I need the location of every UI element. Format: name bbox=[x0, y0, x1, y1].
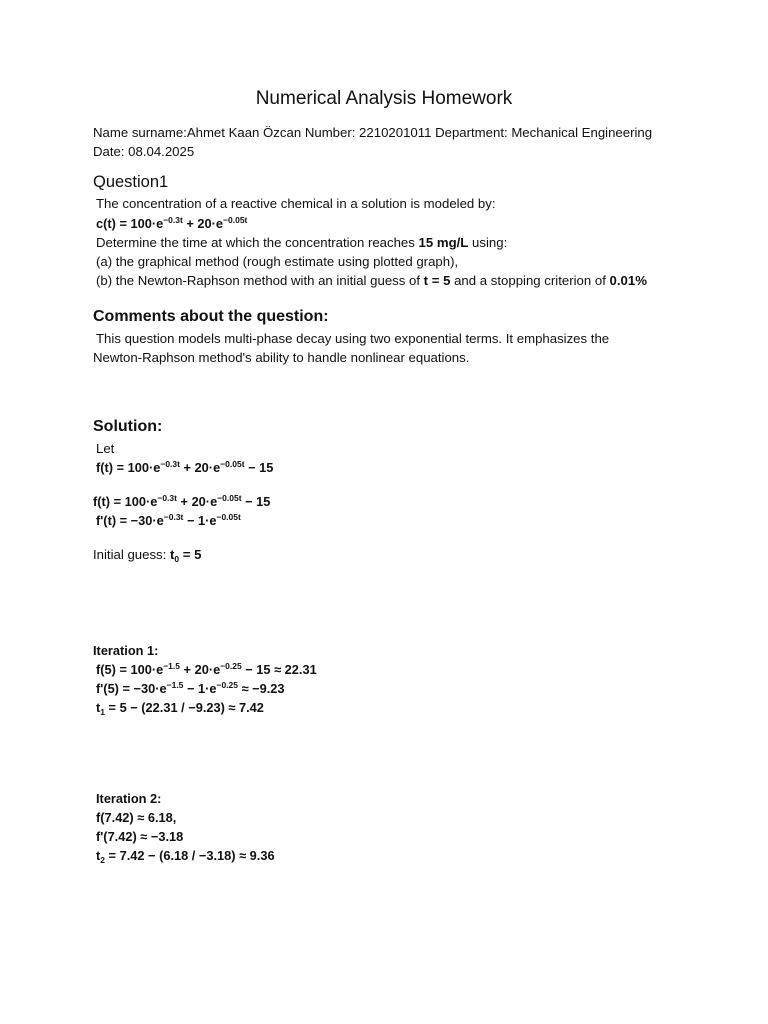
iteration-1-t1: $t_1 = 5 - (22.31 / -9.23) \approx 7.42$ bbox=[96, 700, 264, 717]
page-title: Numerical Analysis Homework bbox=[255, 88, 513, 109]
date-line: Date: 08.04.2025 bbox=[93, 144, 195, 159]
iteration-1-f: $f(5) = 100\cdot e^{-1.5} + 20\cdot e^{-0.25} - 15 \approx 22.31$ bbox=[96, 661, 317, 677]
student-info-line: Name surname:Ahmet Kaan Özcan Number: 2210201011 Department: Mechanical Engineering bbox=[93, 125, 653, 140]
solution-let: Let bbox=[96, 441, 115, 456]
comments-line-1: This question models multi-phase decay using two exponential terms. It emphasizes the bbox=[96, 331, 610, 346]
f-definition: $f(t) = 100\cdot e^{-0.3t} + 20\cdot e^{-0.05t} - 15$ bbox=[96, 459, 274, 475]
iteration-2-f: f(7.42) ≈ 6.18, bbox=[96, 810, 177, 825]
solution-heading: Solution: bbox=[93, 418, 163, 435]
iteration-1-heading: Iteration 1: bbox=[93, 643, 159, 658]
f-equation: $f(t) = 100\cdot e^{-0.3t} + 20\cdot e^{-0.05t} - 15$ bbox=[93, 493, 271, 509]
question-part-b: (b) the Newton-Raphson method with an initial guess of t = 5 and a stopping criterion of 0.01% bbox=[96, 273, 647, 288]
iteration-2-t2: $t_2 = 7.42 - (6.18 / -3.18) \approx 9.36$ bbox=[96, 848, 275, 865]
comments-line-2: Newton-Raphson method's ability to handle nonlinear equations. bbox=[93, 350, 470, 365]
model-equation: $c(t) = 100\cdot e^{-0.3t} + 20\cdot e^{-0.05t}$ bbox=[96, 215, 248, 231]
iteration-2-f-prime: f'(7.42) ≈ −3.18 bbox=[96, 829, 184, 844]
f-prime-equation: $f'(t) = -30\cdot e^{-0.3t} - 1\cdot e^{-0.05t}$ bbox=[96, 512, 241, 528]
iteration-2-heading: Iteration 2: bbox=[96, 791, 162, 806]
question-determine: Determine the time at which the concentration reaches 15 mg/L using: bbox=[96, 235, 508, 250]
question-part-a: (a) the graphical method (rough estimate using plotted graph), bbox=[96, 254, 459, 269]
initial-guess: Initial guess: $t_0 = 5$ bbox=[93, 547, 202, 564]
question-heading: Question1 bbox=[93, 173, 169, 191]
iteration-1-f-prime: $f'(5) = -30\cdot e^{-1.5} - 1\cdot e^{-0.25} \approx -9.23$ bbox=[96, 680, 285, 696]
question-intro: The concentration of a reactive chemical in a solution is modeled by: bbox=[96, 196, 496, 211]
comments-heading: Comments about the question: bbox=[93, 308, 329, 325]
